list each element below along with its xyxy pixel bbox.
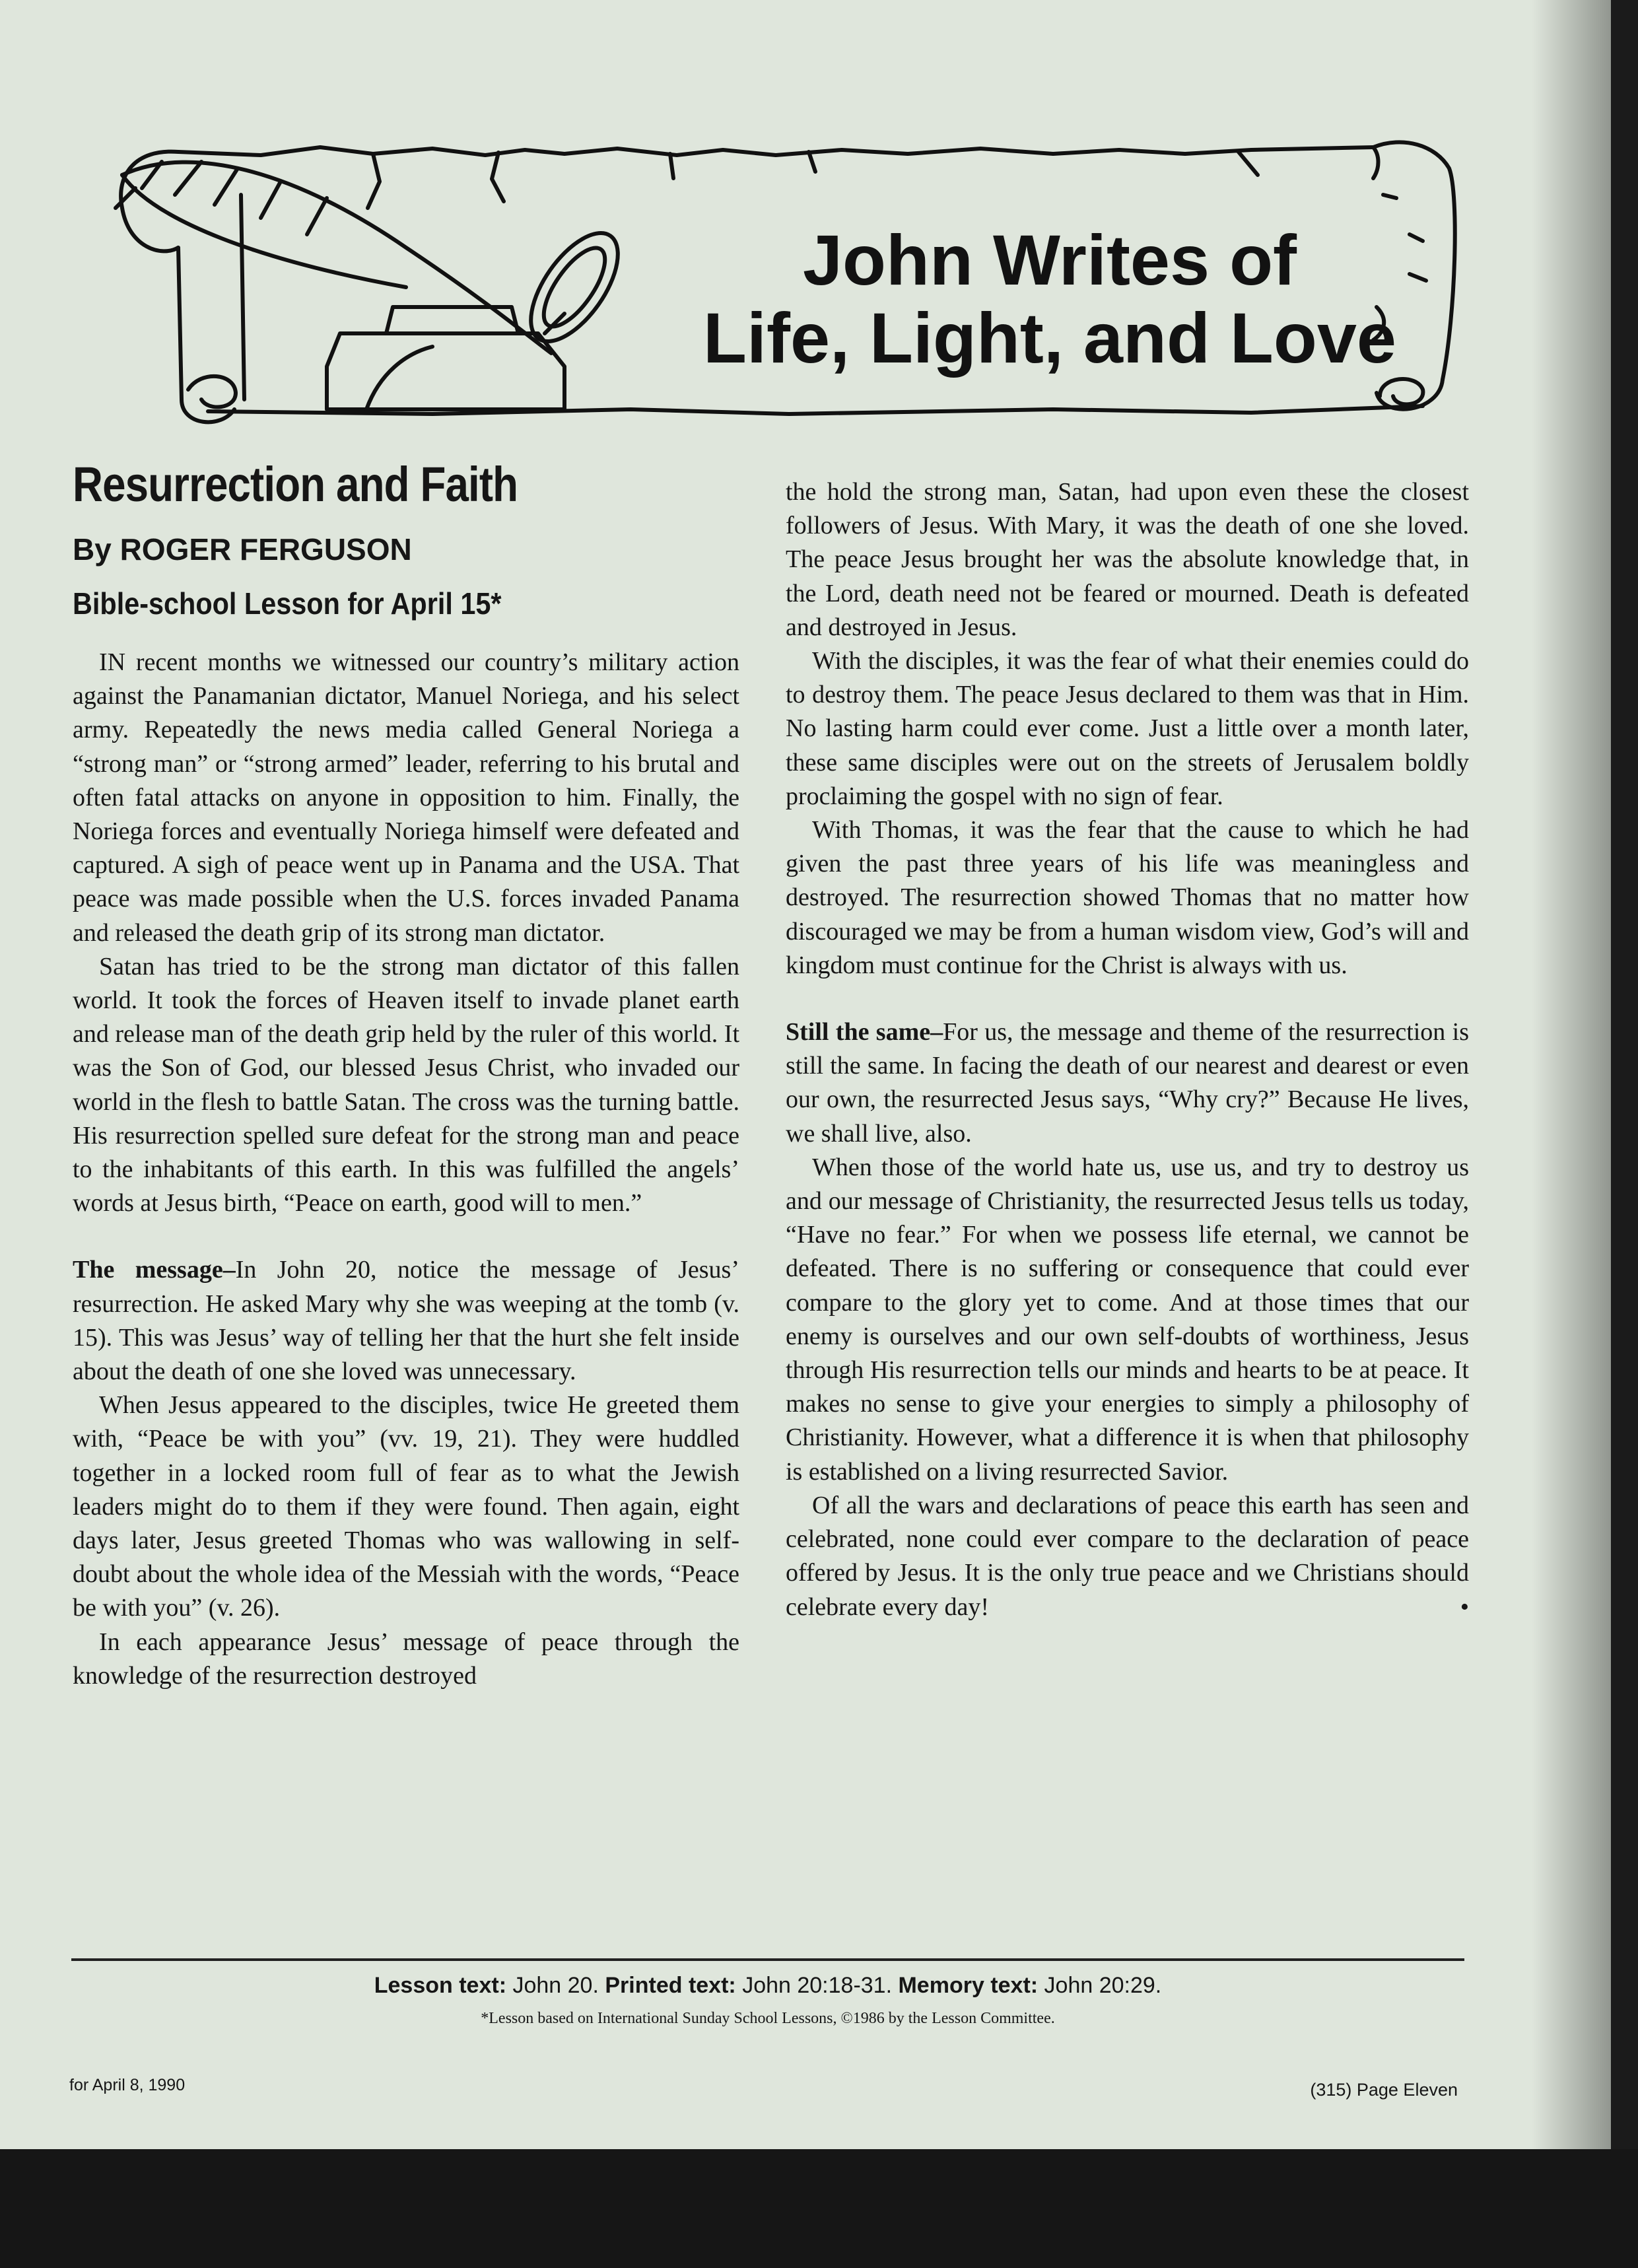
printed-text: John 20:18-31.	[742, 1973, 893, 1998]
issue-date: for April 8, 1990	[69, 2076, 186, 2094]
right-column	[786, 475, 1469, 1624]
left-paragraph-3-text: In John 20, notice the message of Jesus’ resurrection. He asked Mary why she was weeping at the tomb (v. 15). This was Jesus’ way of telling her that the hurt she felt inside about the death of one she loved was unnecessary.	[73, 1256, 739, 1386]
left-paragraph-2: Satan has tried to be the strong man dictator of this fallen world. It took the forces of Heaven itself to invade planet earth and release man of the death grip held by the ruler of this world. It was the Son of God, our blessed Jesus Christ, who invaded our world in the flesh to battle Satan. The cross was the turning battle. His resurrection spelled sure defeat for the strong man and peace to the inhabitants of this earth. In this was fulfilled the angels’ words at Jesus birth, “Peace on earth, good will to men.”	[73, 952, 739, 1218]
lesson-references	[71, 1971, 1464, 2000]
printed-text-label: Printed text:	[605, 1973, 736, 1998]
article-headline: Resurrection and Faith	[73, 457, 518, 512]
subhead-still-the-same: Still the same–	[786, 1018, 943, 1047]
left-column	[73, 456, 739, 1693]
right-paragraph-5: When those of the world hate us, use us, and try to destroy us and our message of Christianity, the resurrected Jesus tells us today, “Have no fear.” For when we possess life eternal, we cannot be defeated. There is no suffering or consequence that could ever compare to the glory yet to come. And at those times that our enemy is ourselves and our own self-doubts of worthiness, Jesus through His resurrection tells our minds and hearts to be at peace. It makes no sense to give your energies to simply a philosophy of Christianity. However, what a difference it is when that philosophy is established on a living resurrected Savior.	[786, 1153, 1469, 1486]
banner-title	[683, 221, 1416, 377]
right-paragraph-4	[786, 1015, 1469, 1151]
scroll-banner	[63, 116, 1469, 432]
page-number: (315) Page Eleven	[1310, 2080, 1458, 2100]
end-mark: •	[1460, 1593, 1469, 1621]
right-paragraph-1: the hold the strong man, Satan, had upon even these the closest followers of Jesus. With Mary, it was the death of one she loved. The peace Jesus brought her was the absolute knowledge that, in the Lord, death need not be feared or mourned. Death is defeated and destroyed in Jesus.	[786, 478, 1469, 641]
banner-title-line-1: John Writes of	[802, 220, 1297, 300]
right-paragraph-3: With Thomas, it was the fear that the cause to which he had given the past three years of his life was meaningless and destroyed. The resurrection showed Thomas that no matter how discouraged we may be from a human wisdom view, God’s will and kingdom must continue for the Christ is always with us.	[786, 816, 1469, 979]
footnote: *Lesson based on International Sunday School Lessons, ©1986 by the Lesson Committee.	[481, 2010, 1055, 2027]
page-edge-shadow	[1532, 0, 1611, 2179]
subhead-the-message: The message–	[73, 1256, 236, 1284]
right-paragraph-2: With the disciples, it was the fear of what their enemies could do to destroy them. The peace Jesus declared to them was that in Him. No lasting harm could ever come. Just a little over a month later, these same disciples were out on the streets of Jerusalem boldly proclaiming the gospel with no sign of fear.	[786, 647, 1469, 810]
background-surface	[0, 2149, 1638, 2268]
lesson-text: John 20.	[512, 1973, 599, 1998]
left-paragraph-5: In each appearance Jesus’ message of peace through the knowledge of the resurrection destroyed	[73, 1628, 739, 1690]
left-paragraph-4: When Jesus appeared to the disciples, twice He greeted them with, “Peace be with you” (vv. 19, 21). They were huddled together in a locked room full of fear as to what the Jewish leaders might do to them if they were found. Then again, eight days later, Jesus greeted Thomas who was wallowing in self-doubt about the whole idea of the Messiah with the words, “Peace be with you” (v. 26).	[73, 1391, 739, 1622]
memory-text-label: Memory text:	[898, 1973, 1039, 1998]
right-paragraph-4-text: For us, the message and theme of the resurrection is still the same. In facing the death of our nearest and dearest or even our own, the resurrected Jesus says, “Why cry?” Because He lives, we shall live, also.	[786, 1018, 1469, 1148]
footer-rule	[71, 1958, 1464, 1961]
right-paragraph-6-text: Of all the wars and declarations of peace this earth has seen and celebrated, none could ever compare to the declaration of peace offered by Jesus. It is the only true peace and we Christians should celebrate every day!	[786, 1491, 1469, 1621]
memory-text: John 20:29.	[1044, 1973, 1162, 1998]
lesson-label: Bible-school Lesson for April 15*	[73, 586, 502, 621]
article-byline: By ROGER FERGUSON	[73, 532, 412, 567]
left-paragraph-1: IN recent months we witnessed our country’s military action against the Panamanian dictator, Manuel Noriega, and his select army. Repeatedly the news media called General Noriega a “strong man” or “strong armed” leader, referring to his brutal and often fatal attacks on anyone in opposition to him. Finally, the Noriega forces and eventually Noriega himself were defeated and captured. A sigh of peace went up in Panama and the USA. That peace was made possible when the U.S. forces invaded Panama and released the death grip of its strong man dictator.	[73, 648, 739, 947]
lesson-text-label: Lesson text:	[374, 1973, 507, 1998]
right-paragraph-6	[786, 1489, 1469, 1624]
left-paragraph-3	[73, 1253, 739, 1389]
banner-title-line-2: Life, Light, and Love	[703, 298, 1396, 378]
